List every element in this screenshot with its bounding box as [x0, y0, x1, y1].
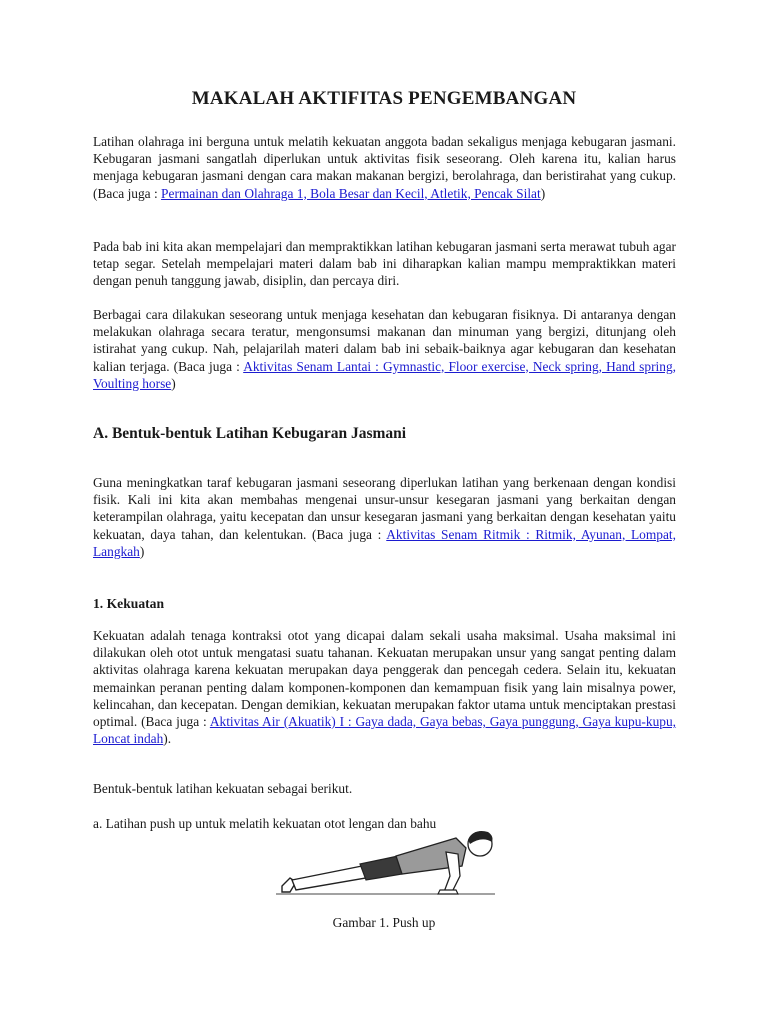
paragraph-close: ). — [163, 731, 172, 747]
paragraph-text: Berbagai cara dilakukan seseorang untuk menjaga kesehatan dan kebugaran fisiknya. Di antaranya dengan melakukan olahraga secara teratur, mengonsumsi makanan dan minuman yang bergizi, ditunjang oleh istirahat yang cukup. Nah, pelajarilah materi dalam bab ini sebaik-baiknya agar kebugaran dan kesehatan kalian terjaga. (Baca juga : — [93, 307, 676, 374]
paragraph-bab: Pada bab ini kita akan mempelajari dan mempraktikkan latihan kebugaran jasmani serta merawat tubuh agar tetap segar. Setelah mempelajari materi dalam bab ini diharapkan kalian mampu mempraktikkan materi dengan penuh tanggung jawab, disiplin, dan percaya diri. — [93, 239, 676, 289]
paragraph-intro — [93, 133, 676, 202]
shorts-icon — [360, 856, 402, 880]
link-senam-ritmik[interactable]: Aktivitas Senam Ritmik : Ritmik, Ayunan, Lompat, Langkah — [93, 526, 677, 559]
paragraph-close: ) — [171, 375, 176, 391]
link-senam-lantai[interactable]: Aktivitas Senam Lantai : Gymnastic, Floor exercise, Neck spring, Hand spring, Voulting horse — [93, 358, 676, 391]
link-permainan-olahraga[interactable]: Permainan dan Olahraga 1, Bola Besar dan Kecil, Atletik, Pencak Silat — [161, 185, 541, 201]
link-aktivitas-air[interactable]: Aktivitas Air (Akuatik) I : Gaya dada, Gaya bebas, Gaya punggung, Gaya kupu-kupu, Loncat indah — [93, 714, 677, 747]
paragraph-cara — [93, 306, 676, 392]
paragraph-close: ) — [540, 185, 546, 201]
paragraph-text: Latihan olahraga ini berguna untuk melatih kekuatan anggota badan sekaligus menjaga kebugaran jasmani. Kebugaran jasmani sangatlah diperlukan untuk aktivitas fisik seseorang. Oleh karena itu, kalian harus menjaga kebugaran jasmani dengan cara makan makanan bergizi, berolahraga, dan beristirahat yang cukup. (Baca juga : — [93, 134, 676, 201]
hand-icon — [438, 890, 458, 894]
leg-icon — [292, 866, 366, 890]
paragraph-pushup-item: a. Latihan push up untuk melatih kekuatan otot lengan dan bahu — [93, 816, 437, 831]
paragraph-guna — [93, 474, 676, 560]
paragraph-close: ) — [139, 543, 145, 559]
section-heading-a: A. Bentuk-bentuk Latihan Kebugaran Jasmani — [93, 425, 407, 442]
figure-caption: Gambar 1. Push up — [332, 915, 436, 930]
arm-icon — [444, 852, 460, 892]
paragraph-kekuatan — [93, 627, 676, 747]
subsection-heading-kekuatan: 1. Kekuatan — [93, 596, 165, 611]
paragraph-bentuk: Bentuk-bentuk latihan kekuatan sebagai berikut. — [93, 781, 353, 796]
page-title: MAKALAH AKTIFITAS PENGEMBANGAN — [191, 88, 577, 109]
paragraph-text: Kekuatan adalah tenaga kontraksi otot yang dicapai dalam sekali usaha maksimal. Usaha maksimal ini dilakukan oleh otot untuk mengatasi suatu tahanan. Kekuatan merupakan unsur yang sangat penting dalam aktivitas olahraga karena kekuatan merupakan daya penggerak dan pencegah cedera. Selain itu, kekuatan memainkan peranan penting dalam komponen-komponen dan kemampuan fisik yang lain misalnya power, kelincahan, dan kecepatan. Dengan demikian, kekuatan merupakan faktor utama untuk menciptakan prestasi optimal. (Baca juga : — [93, 628, 676, 730]
push-up-illustration — [270, 826, 510, 906]
paragraph-text: Guna meningkatkan taraf kebugaran jasmani seseorang diperlukan latihan yang berkenaan dengan kondisi fisik. Kali ini kita akan membahas mengenai unsur-unsur kesegaran jasmani yang berkaitan dengan keterampilan olahraga, yaitu kecepatan dan unsur kesegaran jasmani yang berkaitan dengan kesehatan yaitu kekuatan, daya tahan, dan kelentukan. (Baca juga : — [93, 475, 676, 542]
